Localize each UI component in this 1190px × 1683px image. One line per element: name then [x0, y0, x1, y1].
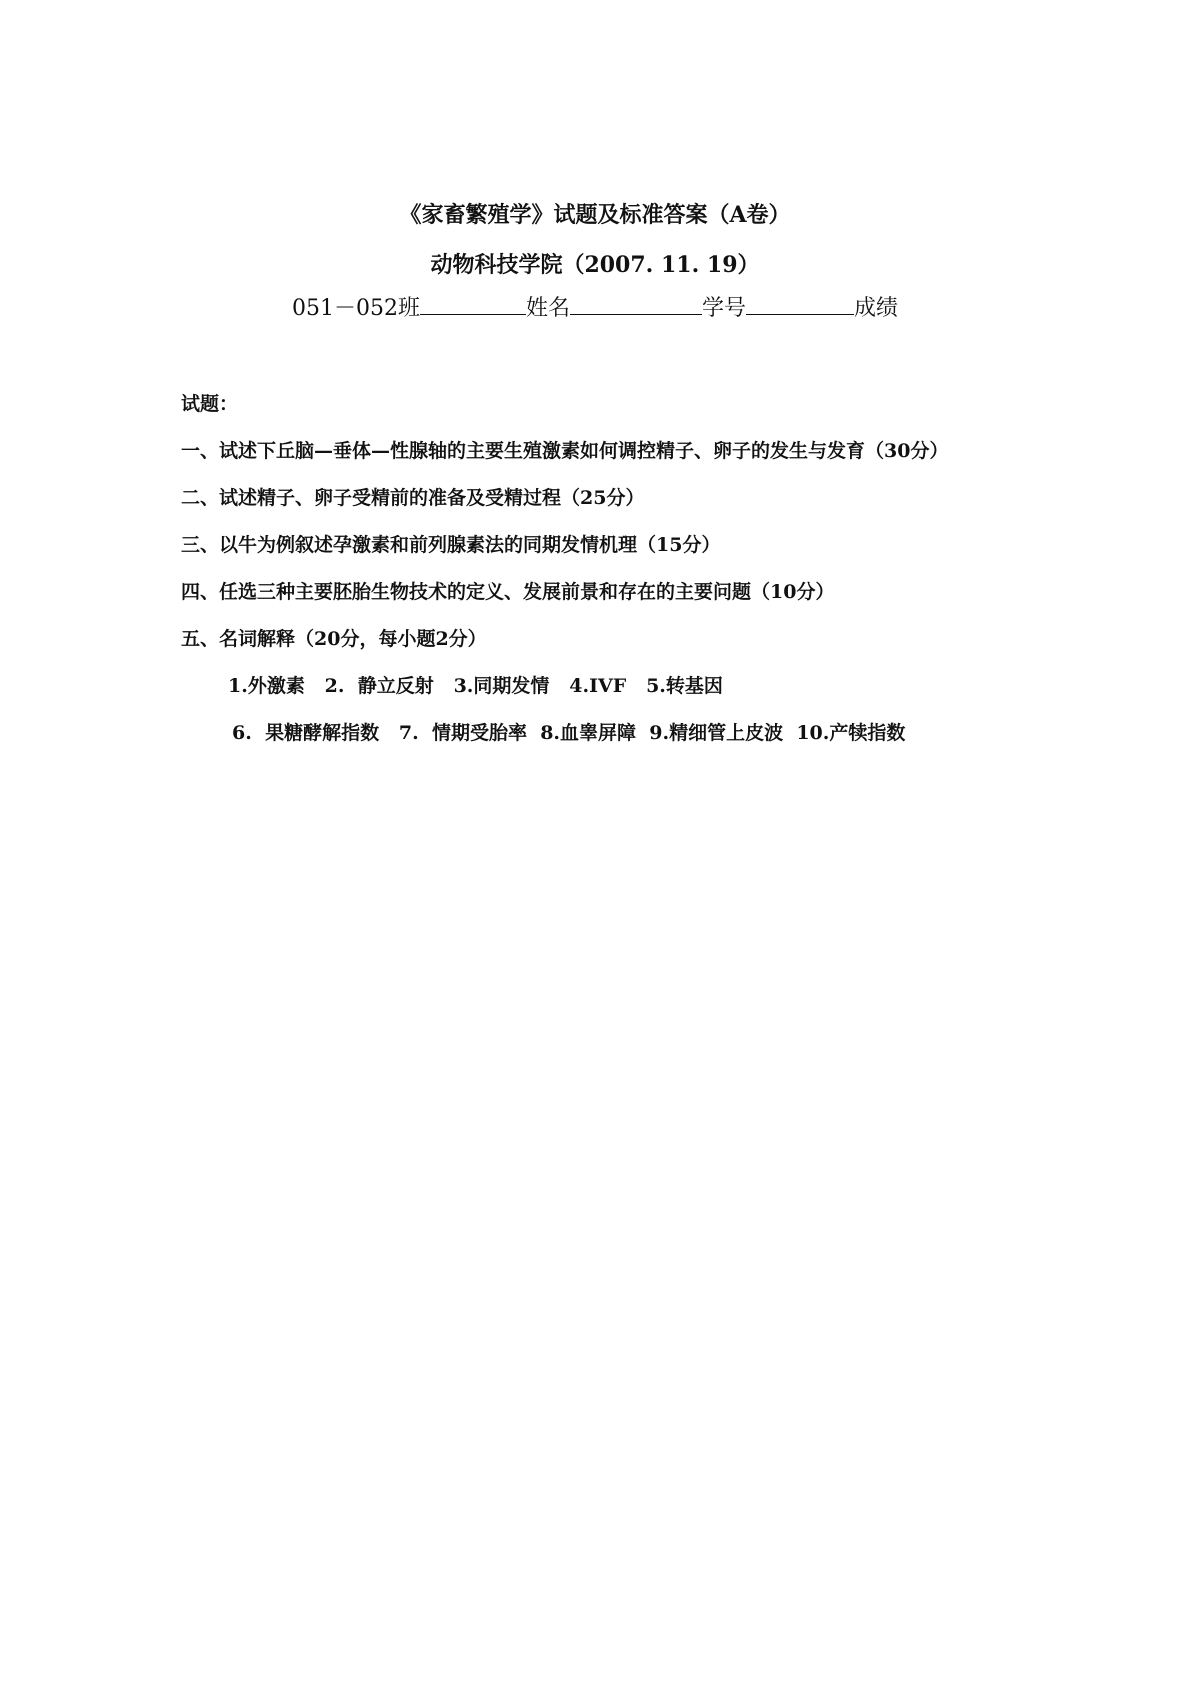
class-label: 051－052班	[291, 296, 420, 321]
score-label: 成绩	[854, 296, 899, 321]
student-id-blank	[746, 290, 854, 315]
question-4: 四、任选三种主要胚胎生物技术的定义、发展前景和存在的主要问题（10分）	[181, 581, 835, 603]
question-3: 三、以牛为例叙述孕激素和前列腺素法的同期发情机理（15分）	[181, 534, 721, 556]
question-2: 二、试述精子、卵子受精前的准备及受精过程（25分）	[181, 487, 645, 509]
student-id-label: 学号	[701, 296, 746, 321]
terms-line-2: 6. 果糖酵解指数 7. 情期受胎率 8.血睾屏障 9.精细管上皮波 10.产犊指数	[232, 722, 906, 744]
document-title: 《家畜繁殖学》试题及标准答案（A卷）	[399, 202, 791, 228]
terms-line-1: 1.外激素 2. 静立反射 3.同期发情 4.IVF 5.转基因	[228, 675, 723, 697]
name-blank	[570, 290, 702, 315]
name-label: 姓名	[525, 296, 570, 321]
questions-heading: 试题：	[181, 393, 239, 415]
student-info-line	[0, 290, 1190, 327]
question-1: 一、试述下丘脑—垂体—性腺轴的主要生殖激素如何调控精子、卵子的发生与发育（30分）	[181, 440, 949, 462]
document-subtitle: 动物科技学院（2007. 11. 19）	[430, 252, 760, 278]
class-blank	[420, 290, 526, 315]
question-5: 五、名词解释（20分，每小题2分）	[181, 628, 487, 650]
